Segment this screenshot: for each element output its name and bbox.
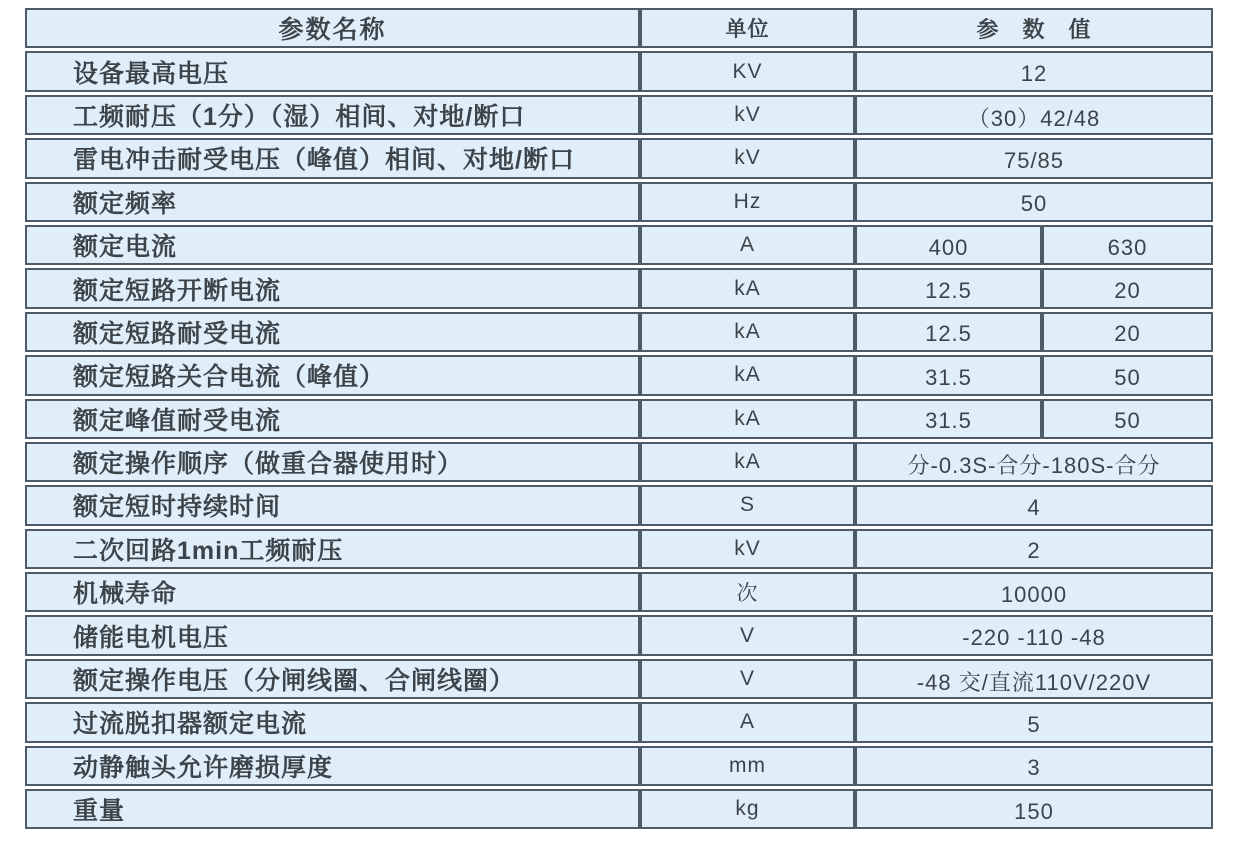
value-cell: 12: [855, 51, 1213, 91]
unit-cell: V: [640, 615, 855, 655]
value-cell-left: 400: [855, 225, 1042, 265]
unit-cell: S: [640, 485, 855, 525]
value-cell: 150: [855, 789, 1213, 829]
table-row: [25, 399, 1213, 439]
value-cell-right: 20: [1042, 268, 1213, 308]
value-cell: 2: [855, 529, 1213, 569]
value-cell-right: 50: [1042, 399, 1213, 439]
header-value: 参 数 值: [855, 8, 1213, 48]
unit-cell: V: [640, 659, 855, 699]
parameters-table: [25, 8, 1213, 829]
header-unit: 单位: [640, 8, 855, 48]
unit-cell: A: [640, 225, 855, 265]
value-cell: -220 -110 -48: [855, 615, 1213, 655]
table-row: [25, 659, 1213, 699]
table-row: [25, 225, 1213, 265]
table-row: [25, 572, 1213, 612]
unit-cell: kg: [640, 789, 855, 829]
value-cell: 10000: [855, 572, 1213, 612]
table-row: [25, 182, 1213, 222]
unit-cell: kA: [640, 312, 855, 352]
value-cell-right: 20: [1042, 312, 1213, 352]
param-name-cell: 额定电流: [25, 225, 640, 265]
table-row: [25, 355, 1213, 395]
value-cell: -48 交/直流110V/220V: [855, 659, 1213, 699]
unit-cell: Hz: [640, 182, 855, 222]
table-row: [25, 442, 1213, 482]
value-cell: 5: [855, 702, 1213, 742]
value-cell: （30）42/48: [855, 95, 1213, 135]
param-name-cell: 额定短路耐受电流: [25, 312, 640, 352]
value-cell-left: 12.5: [855, 312, 1042, 352]
param-name-cell: 额定短路开断电流: [25, 268, 640, 308]
unit-cell: kV: [640, 95, 855, 135]
table-row: [25, 268, 1213, 308]
table-row: [25, 485, 1213, 525]
param-name-cell: 雷电冲击耐受电压（峰值）相间、对地/断口: [25, 138, 640, 178]
param-name-cell: 额定短路关合电流（峰值）: [25, 355, 640, 395]
table-row: [25, 789, 1213, 829]
param-name-cell: 重量: [25, 789, 640, 829]
value-cell: 50: [855, 182, 1213, 222]
unit-cell: 次: [640, 572, 855, 612]
unit-cell: mm: [640, 746, 855, 786]
table-row: [25, 529, 1213, 569]
unit-cell: kV: [640, 138, 855, 178]
param-name-cell: 工频耐压（1分）（湿）相间、对地/断口: [25, 95, 640, 135]
value-cell: 分-0.3S-合分-180S-合分: [855, 442, 1213, 482]
value-cell: 3: [855, 746, 1213, 786]
value-cell-left: 31.5: [855, 355, 1042, 395]
table-row: [25, 312, 1213, 352]
unit-cell: KV: [640, 51, 855, 91]
value-cell-left: 31.5: [855, 399, 1042, 439]
unit-cell: kA: [640, 355, 855, 395]
unit-cell: kA: [640, 399, 855, 439]
param-name-cell: 额定操作顺序（做重合器使用时）: [25, 442, 640, 482]
table-row: [25, 138, 1213, 178]
param-name-cell: 额定频率: [25, 182, 640, 222]
value-cell: 4: [855, 485, 1213, 525]
table-row: [25, 51, 1213, 91]
param-name-cell: 设备最高电压: [25, 51, 640, 91]
table-row: [25, 95, 1213, 135]
table-row: [25, 702, 1213, 742]
header-param-name: 参数名称: [25, 8, 640, 48]
param-name-cell: 动静触头允许磨损厚度: [25, 746, 640, 786]
unit-cell: kA: [640, 268, 855, 308]
unit-cell: kA: [640, 442, 855, 482]
table-row: [25, 746, 1213, 786]
param-name-cell: 机械寿命: [25, 572, 640, 612]
value-cell-right: 630: [1042, 225, 1213, 265]
table-header-row: [25, 8, 1213, 48]
param-name-cell: 额定短时持续时间: [25, 485, 640, 525]
value-cell: 75/85: [855, 138, 1213, 178]
value-cell-left: 12.5: [855, 268, 1042, 308]
param-name-cell: 过流脱扣器额定电流: [25, 702, 640, 742]
param-name-cell: 额定峰值耐受电流: [25, 399, 640, 439]
unit-cell: A: [640, 702, 855, 742]
value-cell-right: 50: [1042, 355, 1213, 395]
param-name-cell: 额定操作电压（分闸线圈、合闸线圈）: [25, 659, 640, 699]
param-name-cell: 二次回路1min工频耐压: [25, 529, 640, 569]
param-name-cell: 储能电机电压: [25, 615, 640, 655]
table-row: [25, 615, 1213, 655]
unit-cell: kV: [640, 529, 855, 569]
